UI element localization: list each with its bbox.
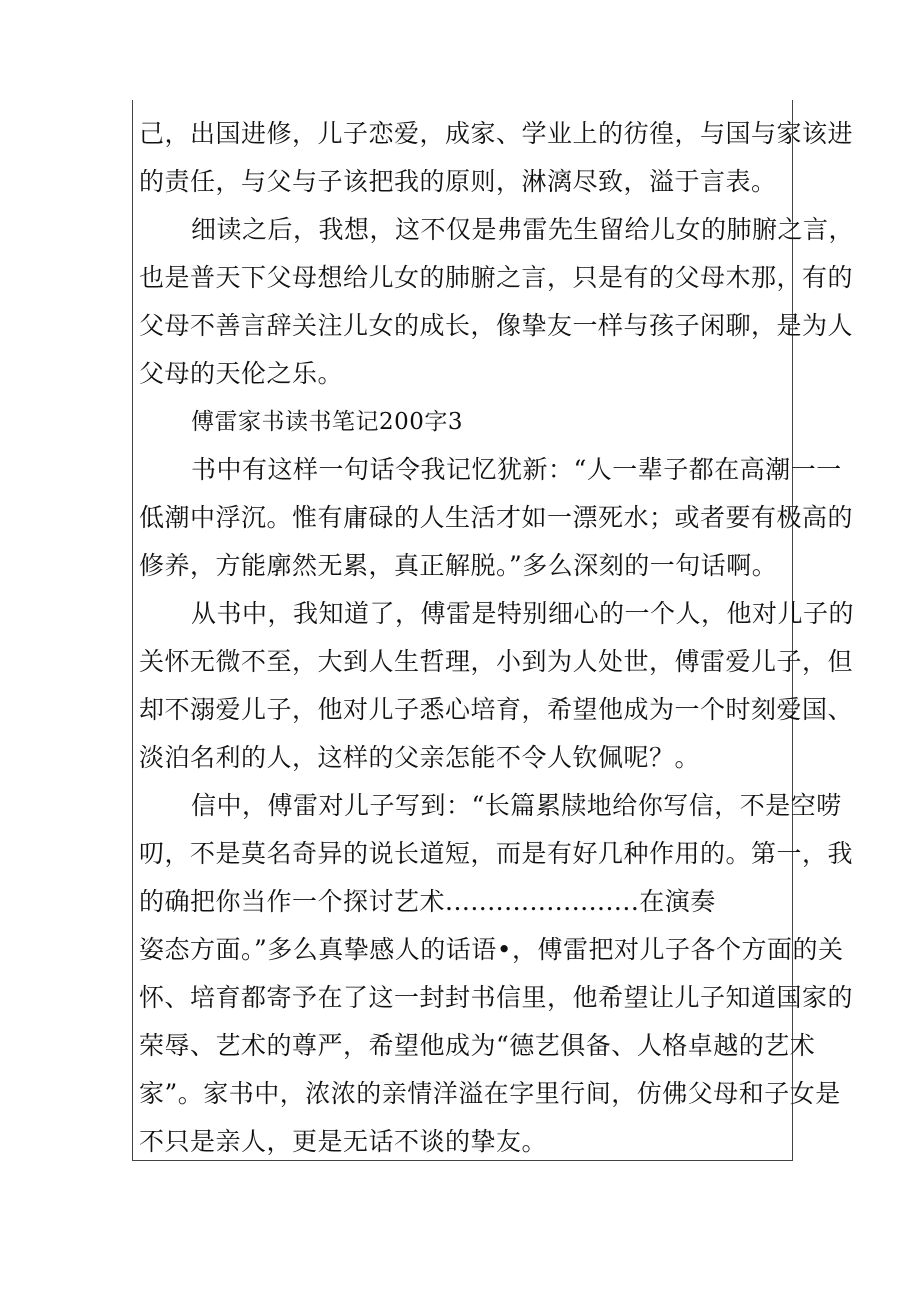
text-line: 不只是亲人，更是无话不谈的挚友。 <box>139 1127 548 1156</box>
document-body <box>139 110 855 1166</box>
paragraph-4 <box>139 590 855 782</box>
text-line: 己，出国进修，儿子恋爱，成家、学业上的彷徨，与国与家该进 <box>139 119 854 148</box>
text-line: 淡泊名利的人，这样的父亲怎能不令人钦佩呢？。 <box>139 743 701 772</box>
text-line: 从书中，我知道了，傅雷是特别细心的一个人，他对儿子的 <box>191 599 855 628</box>
text-line: 细读之后，我想，这不仅是弗雷先生留给儿女的肺腑之言， <box>191 215 855 244</box>
text-line: 关怀无微不至，大到人生哲理，小到为人处世，傅雷爱儿子，但 <box>139 647 854 676</box>
text-line: 怀、培育都寄予在了这一封封书信里，他希望让儿子知道国家的 <box>139 983 854 1012</box>
paragraph-3 <box>139 446 854 590</box>
text-line: 叨，不是莫名奇异的说长道短，而是有好几种作用的。第一，我 <box>139 839 854 868</box>
text-line: 书中有这样一句话令我记忆犹新：“人一辈子都在高潮一一 <box>191 455 842 484</box>
text-line: 也是普天下父母想给儿女的肺腑之言，只是有的父母木那，有的 <box>139 263 854 292</box>
text-line: 的责任，与父与子该把我的原则，淋漓尽致，溢于言表。 <box>139 167 777 196</box>
paragraph-5 <box>139 782 854 1166</box>
text-line: 父母不善言辞关注儿女的成长，像挚友一样与孩子闲聊，是为人 <box>139 311 854 340</box>
text-line: 低潮中浮沉。惟有庸碌的人生活才如一漂死水；或者要有极高的 <box>139 503 854 532</box>
text-line: 荣辱、艺术的尊严，希望他成为“德艺俱备、人格卓越的艺术 <box>139 1031 816 1060</box>
section-heading: 傅雷家书读书笔记200字3 <box>191 409 464 435</box>
text-line: 父母的天伦之乐。 <box>139 359 344 388</box>
paragraph-1 <box>139 110 854 206</box>
page-frame <box>132 100 855 1161</box>
paragraph-2 <box>139 206 855 398</box>
text-line: 的确把你当作一个探讨艺术.......................在演奏 <box>139 887 716 916</box>
text-line: 却不溺爱儿子，他对儿子悉心培育，希望他成为一个时刻爱国、 <box>139 695 854 724</box>
text-line: 姿态方面。”多么真挚感人的话语•，傅雷把对儿子各个方面的关 <box>139 935 844 964</box>
text-line: 修养，方能廓然无累，真正解脱。”多么深刻的一句话啊。 <box>139 551 778 580</box>
text-line: 信中，傅雷对儿子写到：“长篇累牍地给你写信，不是空唠 <box>191 791 842 820</box>
text-line: 家”。家书中，浓浓的亲情洋溢在字里行间，仿佛父母和子女是 <box>139 1079 841 1108</box>
